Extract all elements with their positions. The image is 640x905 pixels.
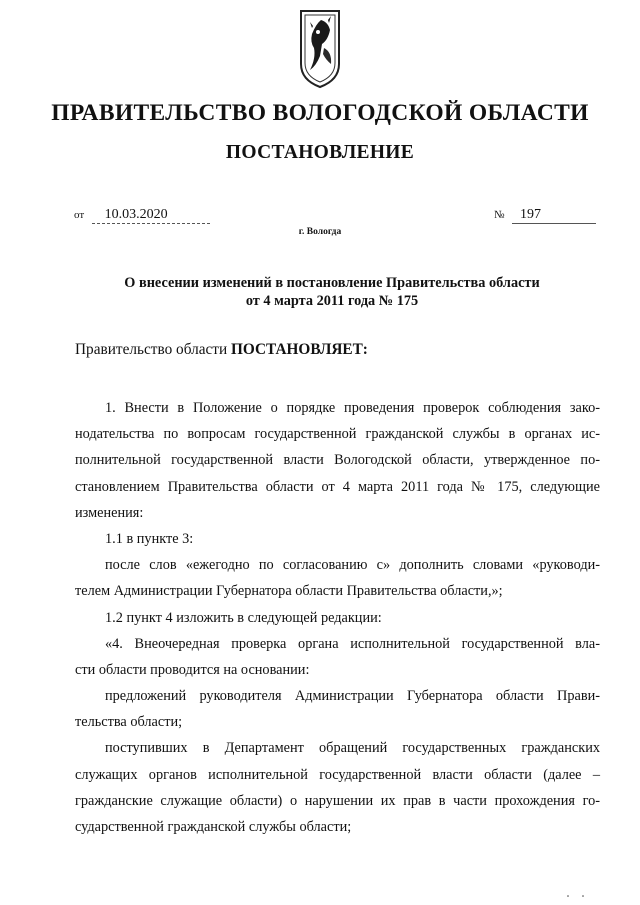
body-line: становлением Правительства области от 4 марта 2011 года № 175, следующие <box>75 478 600 495</box>
body-line: полнительной государственной власти Вологодской области, утвержденное по- <box>75 452 600 469</box>
body-line: телем Администрации Губернатора области Правительства области,»; <box>75 583 503 600</box>
coat-of-arms-icon <box>298 8 342 90</box>
heading-line-2: от 4 марта 2011 года № 175 <box>245 293 419 309</box>
date-field <box>74 207 210 224</box>
body-line: 1.1 в пункте 3: <box>105 530 194 547</box>
body-line: нодательства по вопросам государственной гражданской службы в органах ис- <box>75 426 600 443</box>
body-line: «4. Внеочередная проверка органа исполнительной государственной вла- <box>105 635 600 652</box>
heading-line-1: О внесении изменений в постановление Правительства области <box>124 275 540 291</box>
date-label: от <box>74 209 85 221</box>
number-label: № <box>494 209 505 221</box>
body-line: 1.2 пункт 4 изложить в следующей редакции: <box>105 609 382 626</box>
body-line: сударственной гражданской службы области; <box>75 819 352 835</box>
body-line: предложений руководителя Администрации Губернатора области Прави- <box>105 688 600 705</box>
decree-word: ПОСТАНОВЛЯЕТ: <box>231 341 368 358</box>
document-number: 197 <box>512 207 596 224</box>
scan-marks <box>566 893 586 899</box>
body-line: гражданские служащие области) о нарушении их прав в части прохождения го- <box>75 792 600 809</box>
city: г. Вологда <box>298 227 342 237</box>
body-line: поступивших в Департамент обращений государственных гражданских <box>105 740 600 757</box>
document-date: 10.03.2020 <box>92 207 210 224</box>
body-line: сти области проводится на основании: <box>75 661 310 678</box>
body-line: 1. Внести в Положение о порядке проведения проверок соблюдения зако- <box>105 400 600 416</box>
document-type: ПОСТАНОВЛЕНИЕ <box>225 142 415 163</box>
number-field <box>494 207 596 224</box>
document-body <box>75 395 600 840</box>
body-line: изменения: <box>75 504 144 521</box>
body-line: тельства области; <box>75 714 183 731</box>
body-line: после слов «ежегодно по согласованию с» дополнить словами «руководи- <box>105 557 600 574</box>
decree-statement <box>75 341 368 359</box>
document-heading <box>0 274 640 310</box>
decree-prefix: Правительство области <box>75 341 232 358</box>
government-title: ПРАВИТЕЛЬСТВО ВОЛОГОДСКОЙ ОБЛАСТИ <box>51 100 589 126</box>
body-line: служащих органов исполнительной государственной власти области (далее – <box>75 766 600 783</box>
